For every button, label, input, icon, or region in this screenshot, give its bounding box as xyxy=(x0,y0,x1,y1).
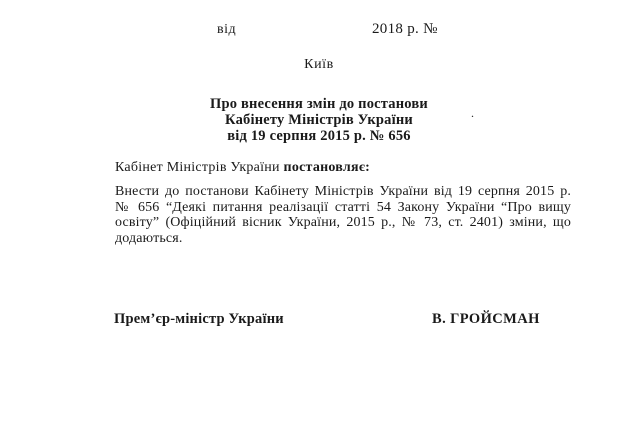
body-line-4: додаються. xyxy=(115,230,183,246)
title-line-3: від 19 серпня 2015 р. № 656 xyxy=(227,128,411,144)
title-line-1: Про внесення змін до постанови xyxy=(210,96,428,112)
resolution-body xyxy=(115,184,571,246)
preamble xyxy=(115,160,370,176)
body-line-1: Внести до постанови Кабінету Міністрів України від 19 серпня 2015 р. xyxy=(115,184,571,199)
document-title xyxy=(0,96,638,144)
trailing-mark: . xyxy=(471,106,474,120)
signature-name: В. ГРОЙСМАН xyxy=(432,311,540,327)
body-line-2: № 656 “Деякі питання реалізації статті 54 Закону України “Про вищу xyxy=(115,199,571,215)
title-line-2: Кабінету Міністрів України xyxy=(225,112,413,128)
date-year-number: 2018 р. № xyxy=(372,21,438,37)
signature-position: Прем’єр-міністр України xyxy=(114,311,284,327)
preamble-subject: Кабінет Міністрів України xyxy=(115,160,280,175)
preamble-verb: постановляє: xyxy=(283,160,371,175)
date-prefix: від xyxy=(217,22,237,37)
body-line-3: освіту” (Офіційний вісник України, 2015 р., № 73, ст. 2401) зміни, що xyxy=(115,215,571,230)
city: Київ xyxy=(304,57,334,72)
